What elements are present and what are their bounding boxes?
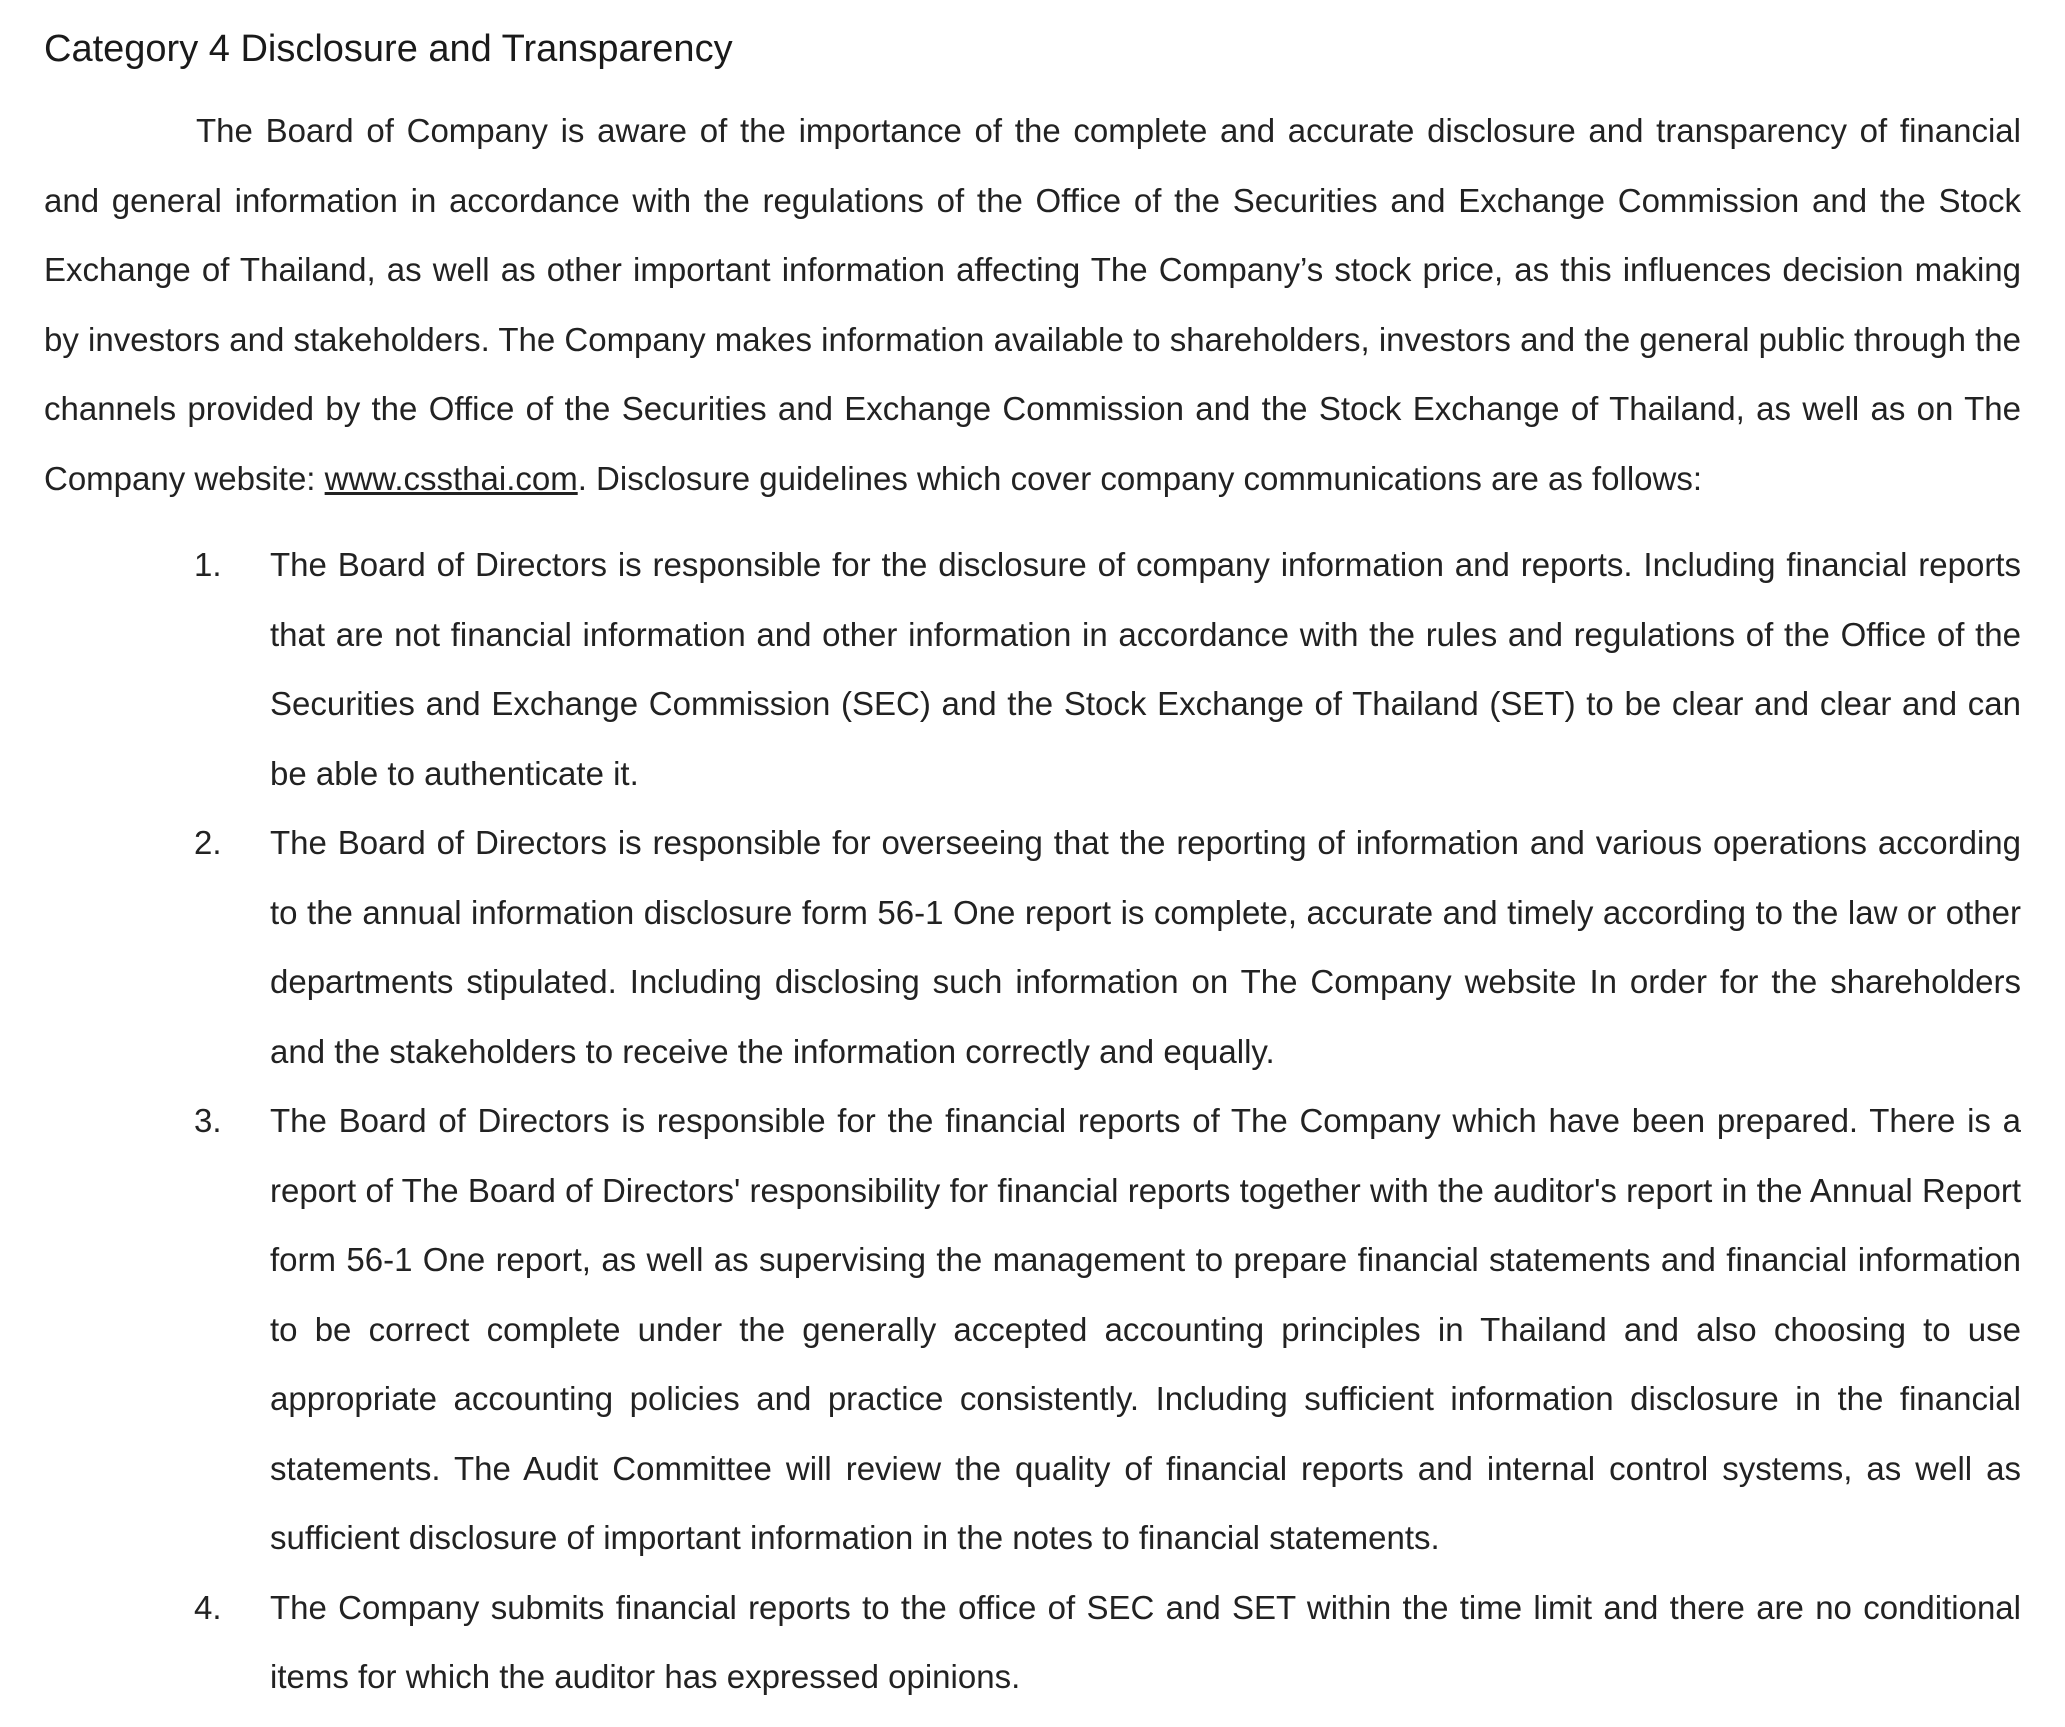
list-item [44, 530, 2021, 808]
section-heading: Category 4 Disclosure and Transparency [44, 28, 733, 70]
list-item-text: The Board of Directors is responsible for overseeing that the reporting of information and various operations according to the annual information disclosure form 56-1 One report is complete, accurate and timely according to the law or other departments stipulated. Including disclosing such information on The Company website In order for the shareholders and the stakeholders to receive the information correctly and equally. [270, 824, 2021, 1070]
intro-paragraph [44, 96, 2021, 513]
list-item-number: 1. [194, 546, 222, 583]
list-item [44, 808, 2021, 1086]
intro-text-after-link: . Disclosure guidelines which cover company communications are as follows: [577, 459, 1703, 497]
intro-text-before-link: The Board of Company is aware of the importance of the complete and accurate disclosure and transparency of financial and general information in accordance with the regulations of the Office of the Securities and Exchange Commission and the Stock Exchange of Thailand, as well as other important information affecting The Company’s stock price, as this influences decision making by investors and stakeholders. The Company makes information available to shareholders, investors and the general public through the channels provided by the Office of the Securities and Exchange Commission and the Stock Exchange of Thailand, as well as on The Company website: [44, 112, 2021, 497]
company-website-link[interactable]: www.cssthai.com [324, 459, 578, 497]
list-item-text: The Board of Directors is responsible for the financial reports of The Company which have been prepared. There is a report of The Board of Directors' responsibility for financial reports together with the auditor's report in the Annual Report form 56-1 One report, as well as supervising the management to prepare financial statements and financial information to be correct complete under the generally accepted accounting principles in Thailand and also choosing to use appropriate accounting policies and practice consistently. Including sufficient information disclosure in the financial statements. The Audit Committee will review the quality of financial reports and internal control systems, as well as sufficient disclosure of important information in the notes to financial statements. [270, 1102, 2021, 1556]
list-item [44, 1573, 2021, 1712]
list-item [44, 1086, 2021, 1573]
list-item-text: The Board of Directors is responsible for the disclosure of company information and reports. Including financial reports that are not financial information and other information in accordance with the rules and regulations of the Office of the Securities and Exchange Commission (SEC) and the Stock Exchange of Thailand (SET) to be clear and clear and can be able to authenticate it. [270, 546, 2021, 792]
disclosure-guidelines-list [44, 530, 2021, 1712]
list-item-text: The Company submits financial reports to the office of SEC and SET within the time limit and there are no conditional items for which the auditor has expressed opinions. [270, 1588, 2021, 1695]
list-item-number: 2. [194, 824, 222, 861]
list-item-number: 4. [194, 1588, 222, 1626]
list-item-number: 3. [194, 1102, 222, 1139]
